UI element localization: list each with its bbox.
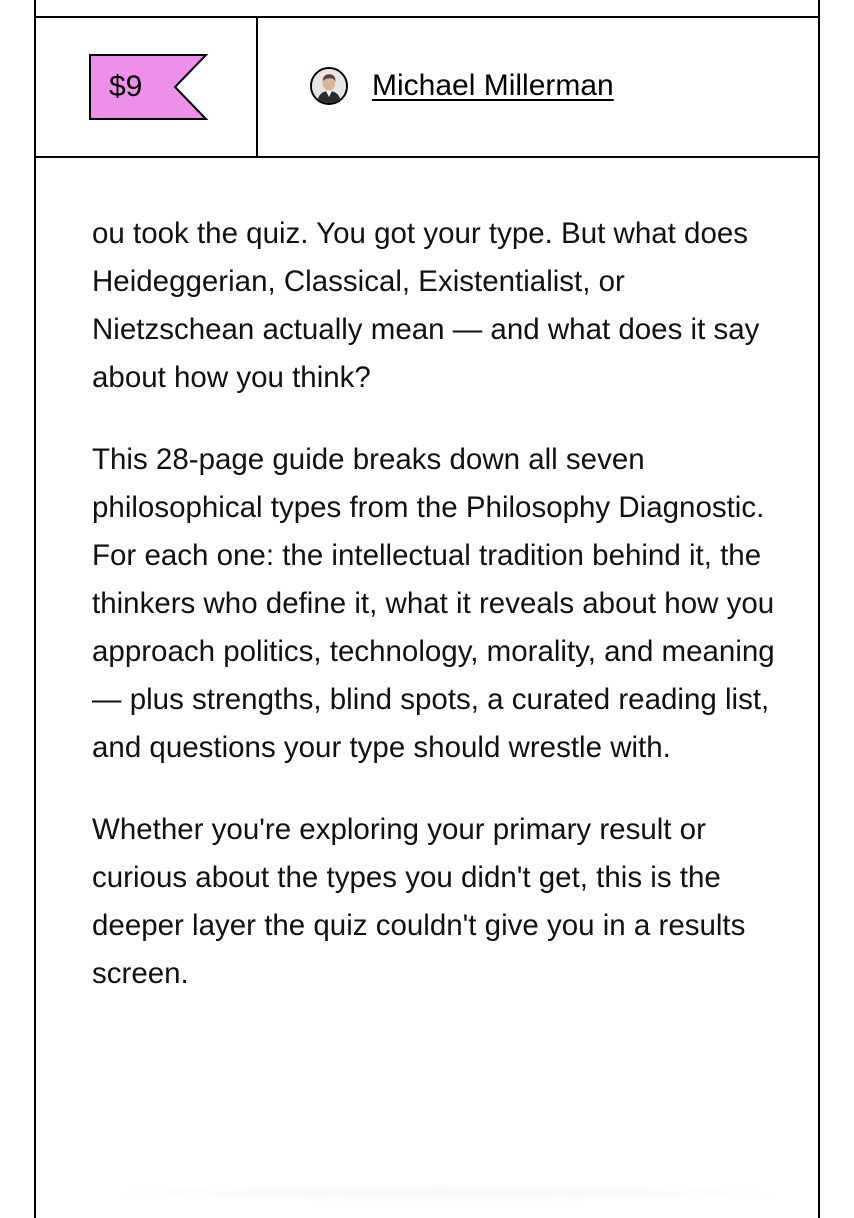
card-top-strip <box>36 0 818 18</box>
product-header-row <box>36 18 818 158</box>
product-description <box>92 210 782 1032</box>
price-tag[interactable] <box>89 54 209 120</box>
author-link[interactable]: Michael Millerman <box>372 69 614 102</box>
bottom-fade <box>96 1183 796 1203</box>
price-cell <box>36 18 258 156</box>
description-paragraph: Whether you're exploring your primary result or curious about the types you didn't get, this is the deeper layer the quiz couldn't give you in a results screen. <box>92 813 746 990</box>
price-tag-shape <box>89 54 209 120</box>
description-paragraph: This 28-page guide breaks down all seven philosophical types from the Philosophy Diagnostic. For each one: the intellectual tradition behind it, the thinkers who define it, what it reveals about how you approach politics, technology, morality, and meaning — plus strengths, blind spots, a curated reading list, and questions your type should wrestle with. <box>92 443 775 764</box>
price-label: $9 <box>109 70 143 103</box>
avatar[interactable] <box>310 67 348 105</box>
product-card <box>34 0 820 1218</box>
description-paragraph: ou took the quiz. You got your type. But what does Heideggerian, Classical, Existentialist, or Nietzschean actually mean — and what does it say about how you think? <box>92 217 760 394</box>
person-avatar-icon <box>312 69 346 103</box>
author-cell <box>258 18 818 156</box>
